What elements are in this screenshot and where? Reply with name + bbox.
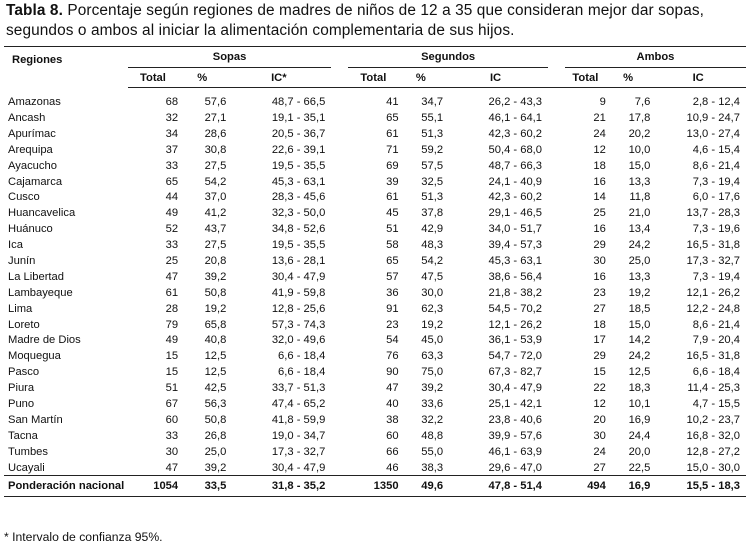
ambos-ic-cell: 2,8 - 12,4	[692, 96, 740, 108]
col-header-percent: %	[399, 68, 443, 88]
sopas-percent-cell: 27,5	[204, 159, 227, 172]
sopas-percent-cell: 26,8	[204, 429, 227, 442]
segundos-total-cell: 51	[386, 223, 399, 236]
group-header-sopas: Sopas	[128, 47, 332, 68]
ambos-total-cell: 25	[593, 207, 606, 220]
segundos-total-cell: 54	[386, 334, 399, 347]
ambos-ic-cell: 16,5 - 31,8	[686, 350, 740, 363]
segundos-percent-cell: 45,0	[421, 334, 444, 347]
segundos-percent-cell: 48,8	[421, 429, 444, 442]
ambos-total-cell: 20	[593, 413, 606, 426]
sopas-total-cell: 1054	[128, 476, 178, 497]
sopas-percent-cell: 43,7	[204, 223, 227, 236]
segundos-ic-cell: 12,1 - 26,2	[488, 318, 543, 331]
ambos-percent-cell: 12,5	[628, 366, 651, 379]
segundos-ic-cell: 23,8 - 40,6	[488, 413, 543, 426]
sopas-ic-cell: 41,9 - 59,8	[271, 286, 326, 299]
table-row	[4, 444, 746, 460]
sopas-total-cell: 47	[165, 270, 179, 283]
ambos-ic-cell: 7,3 - 19,4	[692, 270, 740, 283]
sopas-total-cell: 79	[165, 318, 179, 331]
sopas-percent-cell: 20,8	[204, 254, 227, 267]
col-header-ic: IC	[650, 68, 746, 88]
sopas-ic-cell: 33,7 - 51,3	[271, 382, 326, 395]
ambos-total-cell: 23	[593, 286, 606, 299]
sopas-ic-cell: 19,1 - 35,1	[271, 111, 326, 124]
segundos-percent-cell: 42,9	[421, 223, 444, 236]
segundos-ic-cell: 30,4 - 47,9	[488, 382, 543, 395]
ambos-ic-cell: 13,0 - 27,4	[686, 127, 740, 140]
segundos-percent-cell: 48,3	[421, 239, 444, 252]
segundos-percent-cell: 49,6	[399, 476, 443, 497]
segundos-total-cell: 38	[386, 413, 399, 426]
segundos-ic-cell: 39,4 - 57,3	[488, 239, 543, 252]
table-row	[4, 221, 746, 237]
ambos-ic-cell: 4,7 - 15,5	[692, 397, 740, 410]
table-row	[4, 158, 746, 174]
sopas-ic-cell: 41,8 - 59,9	[271, 413, 326, 426]
region-cell: San Martín	[8, 413, 63, 426]
ambos-ic-cell: 11,4 - 25,3	[687, 382, 740, 395]
sopas-total-cell: 33	[165, 239, 179, 252]
group-header-segundos: Segundos	[348, 47, 548, 68]
segundos-total-cell: 45	[386, 207, 399, 220]
sopas-ic-cell: 12,8 - 25,6	[271, 302, 326, 315]
ambos-ic-cell: 16,8 - 32,0	[686, 429, 740, 442]
sopas-ic-cell: 34,8 - 52,6	[271, 223, 326, 236]
sopas-total-cell: 33	[165, 429, 179, 442]
sopas-percent-cell: 57,6	[204, 96, 227, 108]
sopas-total-cell: 51	[165, 382, 179, 395]
sopas-total-cell: 49	[165, 207, 179, 220]
region-cell: Puno	[8, 397, 35, 410]
footnote: * Intervalo de confianza 95%.	[4, 530, 163, 544]
segundos-ic-cell: 54,5 - 70,2	[488, 302, 543, 315]
ambos-ic-cell: 12,1 - 26,2	[686, 286, 740, 299]
segundos-percent-cell: 34,7	[421, 96, 444, 108]
ambos-total-cell: 14	[593, 191, 606, 204]
ambos-total-cell: 30	[593, 254, 606, 267]
segundos-ic-cell: 34,0 - 51,7	[488, 223, 543, 236]
sopas-total-cell: 30	[165, 445, 179, 458]
segundos-ic-cell: 42,3 - 60,2	[488, 127, 543, 140]
table-row	[4, 205, 746, 221]
ambos-total-cell: 22	[593, 382, 606, 395]
segundos-percent-cell: 57,5	[421, 159, 444, 172]
region-cell: Madre de Dios	[8, 334, 81, 347]
sopas-ic-cell: 30,4 - 47,9	[271, 270, 326, 283]
ambos-ic-cell: 15,0 - 30,0	[686, 461, 740, 474]
sopas-total-cell: 28	[165, 302, 179, 315]
region-cell: La Libertad	[8, 270, 64, 283]
region-cell: Ica	[8, 239, 23, 252]
segundos-ic-cell: 38,6 - 56,4	[488, 270, 543, 283]
segundos-total-cell: 91	[386, 302, 399, 315]
col-header-total: Total	[348, 68, 398, 88]
ambos-ic-cell: 13,7 - 28,3	[686, 207, 740, 220]
region-cell: Lambayeque	[8, 286, 73, 299]
sopas-total-cell: 33	[165, 159, 179, 172]
segundos-total-cell: 36	[386, 286, 399, 299]
segundos-total-cell: 76	[386, 350, 399, 363]
sopas-ic-cell: 6,6 - 18,4	[278, 350, 326, 363]
ambos-ic-cell: 8,6 - 21,4	[692, 318, 740, 331]
ambos-percent-cell: 14,2	[628, 334, 651, 347]
segundos-percent-cell: 37,8	[421, 207, 444, 220]
sopas-total-cell: 25	[165, 254, 179, 267]
sopas-total-cell: 32	[165, 111, 179, 124]
segundos-percent-cell: 59,2	[421, 143, 444, 156]
table-row	[4, 317, 746, 333]
region-cell: Pasco	[8, 366, 40, 379]
ambos-ic-cell: 12,8 - 27,2	[686, 445, 740, 458]
sopas-total-cell: 34	[165, 127, 179, 140]
region-cell: Ancash	[8, 111, 46, 124]
ambos-total-cell: 29	[593, 239, 606, 252]
sopas-total-cell: 61	[165, 286, 179, 299]
segundos-total-cell: 40	[386, 397, 399, 410]
ambos-percent-cell: 20,2	[628, 127, 651, 140]
ambos-total-cell: 12	[593, 397, 606, 410]
segundos-ic-cell: 46,1 - 63,9	[488, 445, 543, 458]
table-row	[4, 380, 746, 396]
ambos-ic-cell: 10,2 - 23,7	[686, 413, 740, 426]
sopas-ic-cell: 20,5 - 36,7	[271, 127, 326, 140]
sopas-total-cell: 15	[165, 366, 179, 379]
ambos-percent-cell: 16,9	[628, 413, 651, 426]
sopas-percent-cell: 39,2	[204, 270, 227, 283]
ambos-percent-cell: 18,5	[628, 302, 651, 315]
ambos-percent-cell: 19,2	[628, 286, 651, 299]
total-row	[4, 476, 746, 497]
sopas-ic-cell: 32,3 - 50,0	[271, 207, 326, 220]
sopas-ic-cell: 47,4 - 65,2	[271, 397, 326, 410]
table-row	[4, 237, 746, 253]
sopas-percent-cell: 12,5	[204, 350, 227, 363]
ambos-percent-cell: 16,9	[606, 476, 650, 497]
table-row	[4, 142, 746, 158]
sopas-total-cell: 68	[165, 96, 179, 108]
col-header-total: Total	[128, 68, 178, 88]
ambos-percent-cell: 20,0	[628, 445, 651, 458]
region-cell: Cajamarca	[8, 175, 63, 188]
region-cell: Ponderación nacional	[4, 476, 128, 497]
segundos-total-cell: 61	[386, 191, 399, 204]
table-row	[4, 396, 746, 412]
sopas-percent-cell: 54,2	[204, 175, 227, 188]
segundos-total-cell: 65	[386, 254, 399, 267]
col-header-total: Total	[565, 68, 606, 88]
segundos-ic-cell: 39,9 - 57,6	[488, 429, 543, 442]
sopas-percent-cell: 50,8	[204, 413, 227, 426]
segundos-ic-cell: 50,4 - 68,0	[488, 143, 543, 156]
ambos-total-cell: 29	[593, 350, 606, 363]
segundos-percent-cell: 47,5	[421, 270, 444, 283]
ambos-percent-cell: 10,0	[628, 143, 651, 156]
ambos-total-cell: 9	[599, 96, 606, 108]
segundos-ic-cell: 47,8 - 51,4	[443, 476, 548, 497]
sopas-percent-cell: 39,2	[204, 461, 227, 474]
sopas-percent-cell: 65,8	[204, 318, 227, 331]
ambos-percent-cell: 7,6	[634, 96, 651, 108]
ambos-ic-cell: 7,3 - 19,4	[692, 175, 740, 188]
segundos-ic-cell: 42,3 - 60,2	[488, 191, 543, 204]
segundos-percent-cell: 19,2	[421, 318, 444, 331]
ambos-percent-cell: 22,5	[628, 461, 651, 474]
regions-header: Regiones	[4, 47, 128, 88]
sopas-ic-cell: 6,6 - 18,4	[278, 366, 326, 379]
region-cell: Tumbes	[8, 445, 48, 458]
segundos-total-cell: 61	[386, 127, 399, 140]
segundos-percent-cell: 51,3	[421, 191, 444, 204]
segundos-percent-cell: 32,5	[421, 175, 444, 188]
sopas-ic-cell: 28,3 - 45,6	[271, 191, 326, 204]
table-row	[4, 285, 746, 301]
region-cell: Cusco	[8, 191, 40, 204]
table-row	[4, 332, 746, 348]
region-cell: Junín	[8, 254, 36, 267]
sopas-ic-cell: 17,3 - 32,7	[271, 445, 326, 458]
segundos-total-cell: 46	[386, 461, 399, 474]
ambos-percent-cell: 25,0	[628, 254, 651, 267]
sopas-total-cell: 65	[165, 175, 179, 188]
ambos-percent-cell: 15,0	[628, 159, 651, 172]
table-row	[4, 428, 746, 444]
segundos-ic-cell: 26,2 - 43,3	[488, 96, 543, 108]
segundos-percent-cell: 55,1	[421, 111, 444, 124]
region-cell: Amazonas	[8, 95, 61, 108]
ambos-percent-cell: 15,0	[628, 318, 651, 331]
sopas-percent-cell: 19,2	[204, 302, 227, 315]
data-table	[4, 46, 746, 497]
segundos-percent-cell: 62,3	[421, 302, 444, 315]
ambos-total-cell: 16	[593, 270, 606, 283]
segundos-total-cell: 69	[386, 159, 399, 172]
sopas-percent-cell: 37,0	[204, 191, 227, 204]
region-cell: Arequipa	[8, 143, 53, 156]
sopas-ic-cell: 13,6 - 28,1	[271, 254, 326, 267]
ambos-total-cell: 21	[593, 111, 606, 124]
table-row	[4, 301, 746, 317]
sopas-percent-cell: 41,2	[204, 207, 227, 220]
ambos-ic-cell: 7,3 - 19,6	[692, 223, 740, 236]
segundos-ic-cell: 21,8 - 38,2	[488, 286, 543, 299]
sopas-percent-cell: 56,3	[204, 397, 227, 410]
ambos-total-cell: 30	[593, 429, 606, 442]
table-row	[4, 412, 746, 428]
ambos-percent-cell: 21,0	[628, 207, 651, 220]
sopas-ic-cell: 19,0 - 34,7	[271, 429, 326, 442]
ambos-total-cell: 18	[593, 159, 606, 172]
sopas-ic-cell: 30,4 - 47,9	[271, 461, 326, 474]
segundos-ic-cell: 67,3 - 82,7	[488, 366, 543, 379]
sopas-percent-cell: 25,0	[204, 445, 227, 458]
sopas-percent-cell: 40,8	[204, 334, 227, 347]
sopas-ic-cell: 31,8 - 35,2	[226, 476, 331, 497]
segundos-percent-cell: 33,6	[421, 397, 444, 410]
segundos-percent-cell: 63,3	[421, 350, 444, 363]
ambos-ic-cell: 17,3 - 32,7	[686, 254, 740, 267]
sopas-total-cell: 15	[165, 350, 179, 363]
region-cell: Loreto	[8, 318, 40, 331]
region-cell: Huánuco	[8, 223, 53, 236]
ambos-ic-cell: 6,6 - 18,4	[692, 366, 740, 379]
ambos-ic-cell: 8,6 - 21,4	[692, 159, 740, 172]
segundos-total-cell: 65	[386, 111, 399, 124]
table-label: Tabla 8.	[6, 2, 63, 19]
ambos-total-cell: 12	[593, 143, 606, 156]
sopas-total-cell: 67	[165, 397, 179, 410]
segundos-total-cell: 58	[386, 239, 399, 252]
segundos-total-cell: 1350	[348, 476, 398, 497]
sopas-percent-cell: 30,8	[204, 143, 227, 156]
segundos-total-cell: 39	[386, 175, 399, 188]
ambos-total-cell: 494	[565, 476, 606, 497]
ambos-total-cell: 27	[593, 461, 606, 474]
sopas-ic-cell: 32,0 - 49,6	[271, 334, 326, 347]
region-cell: Huancavelica	[8, 207, 76, 220]
ambos-total-cell: 24	[593, 127, 606, 140]
ambos-percent-cell: 13,3	[628, 175, 651, 188]
ambos-percent-cell: 13,3	[628, 270, 651, 283]
ambos-ic-cell: 4,6 - 15,4	[692, 143, 740, 156]
sopas-ic-cell: 19,5 - 35,5	[271, 159, 326, 172]
segundos-ic-cell: 46,1 - 64,1	[488, 111, 543, 124]
segundos-ic-cell: 45,3 - 63,1	[488, 254, 543, 267]
segundos-total-cell: 47	[386, 382, 399, 395]
sopas-ic-cell: 19,5 - 35,5	[271, 239, 326, 252]
table-row	[4, 110, 746, 126]
segundos-ic-cell: 54,7 - 72,0	[488, 350, 543, 363]
table-row	[4, 364, 746, 380]
ambos-percent-cell: 10,1	[628, 397, 651, 410]
segundos-total-cell: 23	[386, 318, 399, 331]
region-cell: Lima	[8, 302, 33, 315]
sopas-percent-cell: 27,5	[204, 239, 227, 252]
segundos-ic-cell: 29,6 - 47,0	[488, 461, 543, 474]
sopas-total-cell: 60	[165, 413, 179, 426]
ambos-total-cell: 27	[593, 302, 606, 315]
sopas-percent-cell: 27,1	[204, 111, 227, 124]
ambos-total-cell: 16	[593, 175, 606, 188]
ambos-percent-cell: 13,4	[628, 223, 651, 236]
col-header-percent: %	[178, 68, 226, 88]
col-header-ic: IC	[443, 68, 548, 88]
ambos-percent-cell: 17,8	[628, 111, 651, 124]
ambos-total-cell: 15	[593, 366, 606, 379]
region-cell: Apurímac	[8, 127, 56, 140]
segundos-percent-cell: 55,0	[421, 445, 444, 458]
region-cell: Ayacucho	[8, 159, 57, 172]
ambos-ic-cell: 12,2 - 24,8	[686, 302, 740, 315]
ambos-ic-cell: 10,9 - 24,7	[686, 111, 740, 124]
sopas-percent-cell: 33,5	[178, 476, 226, 497]
sopas-ic-cell: 57,3 - 74,3	[271, 318, 326, 331]
table-row	[4, 189, 746, 205]
sopas-percent-cell: 50,8	[204, 286, 227, 299]
sopas-total-cell: 44	[165, 191, 179, 204]
sopas-percent-cell: 28,6	[204, 127, 227, 140]
ambos-ic-cell: 6,0 - 17,6	[692, 191, 740, 204]
segundos-total-cell: 66	[386, 445, 399, 458]
table-row	[4, 88, 746, 111]
table-body	[4, 88, 746, 476]
sopas-percent-cell: 42,5	[204, 382, 227, 395]
segundos-percent-cell: 54,2	[421, 254, 444, 267]
table-row	[4, 269, 746, 285]
col-header-percent: %	[606, 68, 650, 88]
region-cell: Piura	[8, 382, 35, 395]
ambos-total-cell: 16	[593, 223, 606, 236]
segundos-percent-cell: 51,3	[421, 127, 444, 140]
ambos-percent-cell: 18,3	[628, 382, 651, 395]
region-cell: Moquegua	[8, 350, 61, 363]
segundos-ic-cell: 24,1 - 40,9	[488, 175, 543, 188]
ambos-total-cell: 24	[593, 445, 606, 458]
segundos-percent-cell: 38,3	[421, 461, 444, 474]
ambos-percent-cell: 11,8	[629, 191, 651, 204]
region-cell: Tacna	[8, 429, 38, 442]
table-row	[4, 460, 746, 476]
sopas-total-cell: 52	[165, 223, 179, 236]
ambos-ic-cell: 15,5 - 18,3	[650, 476, 746, 497]
sopas-total-cell: 37	[165, 143, 179, 156]
table-caption-text: Porcentaje según regiones de madres de niños de 12 a 35 que consideran mejor dar sopas, segundos o ambos al iniciar la alimentación complementaria de sus hijos.	[6, 2, 705, 39]
ambos-total-cell: 17	[593, 334, 606, 347]
group-header-ambos: Ambos	[565, 47, 746, 68]
sopas-ic-cell: 45,3 - 63,1	[271, 175, 326, 188]
segundos-percent-cell: 39,2	[421, 382, 444, 395]
ambos-ic-cell: 16,5 - 31,8	[686, 239, 740, 252]
ambos-total-cell: 18	[593, 318, 606, 331]
segundos-percent-cell: 30,0	[421, 286, 444, 299]
segundos-total-cell: 71	[386, 143, 399, 156]
ambos-percent-cell: 24,2	[628, 350, 651, 363]
ambos-ic-cell: 7,9 - 20,4	[692, 334, 740, 347]
table-row	[4, 253, 746, 269]
segundos-percent-cell: 32,2	[421, 413, 444, 426]
ambos-percent-cell: 24,2	[628, 239, 651, 252]
sopas-ic-cell: 48,7 - 66,5	[271, 96, 326, 108]
sopas-total-cell: 47	[165, 461, 179, 474]
table-row	[4, 174, 746, 190]
sopas-total-cell: 49	[165, 334, 179, 347]
segundos-ic-cell: 48,7 - 66,3	[488, 159, 543, 172]
segundos-total-cell: 90	[386, 366, 399, 379]
table-caption	[6, 1, 746, 41]
sopas-percent-cell: 12,5	[204, 366, 227, 379]
table-row	[4, 126, 746, 142]
ambos-percent-cell: 24,4	[628, 429, 651, 442]
segundos-ic-cell: 36,1 - 53,9	[488, 334, 543, 347]
region-cell: Ucayali	[8, 461, 45, 474]
segundos-total-cell: 57	[386, 270, 399, 283]
group-header-row	[4, 47, 746, 68]
segundos-total-cell: 41	[386, 96, 399, 108]
segundos-total-cell: 60	[386, 429, 399, 442]
segundos-ic-cell: 29,1 - 46,5	[488, 207, 543, 220]
table-row	[4, 348, 746, 364]
col-header-ic: IC*	[226, 68, 331, 88]
segundos-percent-cell: 75,0	[421, 366, 444, 379]
segundos-ic-cell: 25,1 - 42,1	[488, 397, 543, 410]
sopas-ic-cell: 22,6 - 39,1	[271, 143, 326, 156]
